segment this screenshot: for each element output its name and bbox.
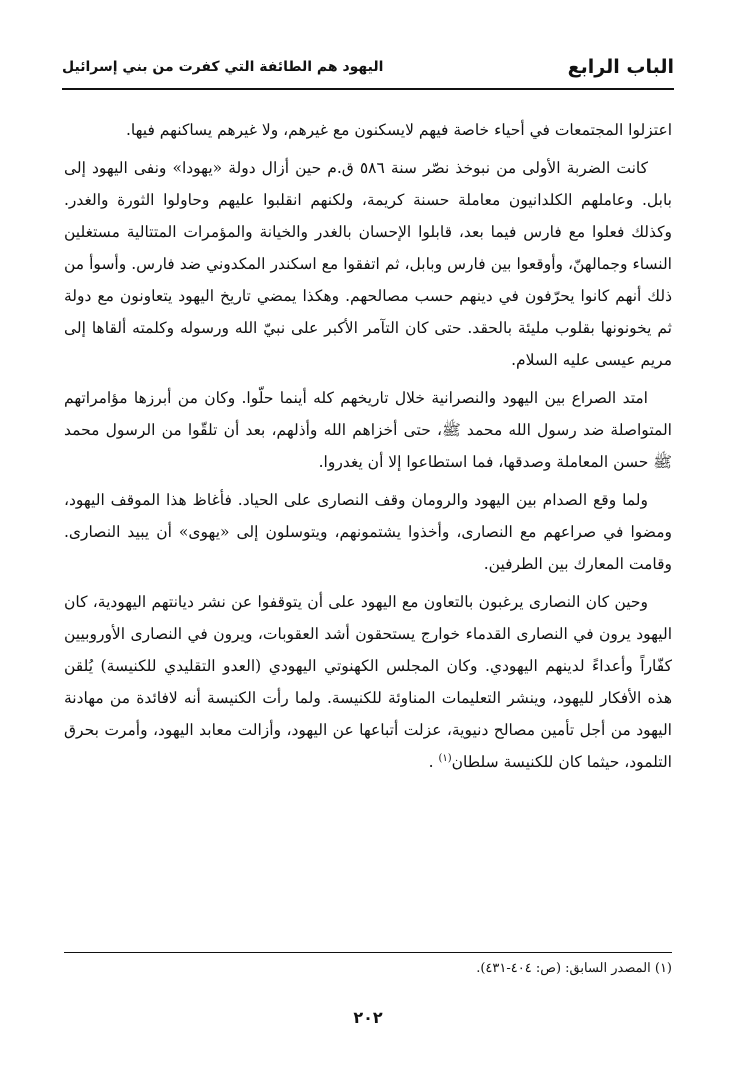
footnote-reference[interactable]: (١) <box>438 752 452 764</box>
paragraph-1: اعتزلوا المجتمعات في أحياء خاصة فيهم لايسكنون مع غيرهم، ولا غيرهم يساكنهم فيها. <box>126 121 672 139</box>
paragraph-4: ولما وقع الصدام بين اليهود والرومان وقف النصارى على الحياد. فأغاظ هذا الموقف اليهود، ومضوا في صراعهم مع النصارى، وأخذوا يشتمونهم، ويتوسلون إلى «يهوى» أن يبيد النصارى. وقامت المعارك بين الطرفين. <box>64 491 672 573</box>
paragraph-5-end: . <box>428 753 434 771</box>
paragraph-2: كانت الضربة الأولى من نبوخذ نصّر سنة ٥٨٦ ق.م حين أزال دولة «يهودا» ونفى اليهود إلى بابل. وعاملهم الكلدانيون معاملة حسنة كريمة، ولكنهم انقلبوا عليهم وحاولوا الثورة والغدر. وكذلك فعلوا مع فارس فيما بعد، قابلوا الإحسان بالغدر والخيانة والمؤمرات المتتالية مستغلين النساء وجمالهنّ، وأوقعوا بين فارس وبابل، ثم اتفقوا مع اسكندر المكدوني ضد فارس. وأسوأ من ذلك أنهم كانوا يحرّفون في دينهم حسب مصالحهم. وهكذا يمضي تاريخ اليهود يتعاونون مع دولة ثم يخونونها بقلوب مليئة بالحقد. حتى كان التآمر الأكبر على نبيّ الله ورسوله وكلمته ألقاها إلى مريم عيسى عليه السلام. <box>64 159 672 369</box>
running-title: اليهود هم الطائفة التي كفرت من بني إسرائيل <box>62 59 384 75</box>
paragraph-5-text: وحين كان النصارى يرغبون بالتعاون مع اليهود على أن يتوقفوا عن نشر ديانتهم اليهودية، كان اليهود يرون في النصارى القدماء خوارج يستحقون أشد العقوبات، ويرون في النصارى الأوروبيين كفّاراً وأعداءً لدينهم اليهودي. وكان المجلس الكهنوتي اليهودي (العدو التقليدي للكنيسة) يُلقن هذه الأفكار لليهود، وينشر التعليمات المناوئة للكنيسة. ولما رأت الكنيسة أنه لافائدة من مهادنة اليهود من أجل تأمين مصالح دنيوية، عزلت أتباعها عن اليهود، وأزالت معابد اليهود، وأمرت بحرق التلمود، حيثما كان للكنيسة سلطان <box>64 593 672 771</box>
paragraph-3: امتد الصراع بين اليهود والنصرانية خلال تاريخهم كله أينما حلّوا. وكان من أبرزها مؤامراتهم المتواصلة ضد رسول الله محمد ﷺ، حتى أخزاهم الله وأذلهم، بعد أن تلقّوا من الرسول محمد ﷺ حسن المعاملة وصدقها، فما استطاعوا إلا أن يغدروا. <box>64 389 672 471</box>
footnote: (١) المصدر السابق: (ص: ٤٠٤-٤٣١). <box>476 961 672 976</box>
chapter-title: الباب الرابع <box>567 56 674 78</box>
running-header <box>62 52 674 82</box>
page-number: ٢٠٢ <box>353 1008 383 1027</box>
paragraph-5 <box>64 586 672 778</box>
body-text <box>64 114 672 778</box>
header-divider <box>62 88 674 90</box>
footnote-divider <box>64 952 672 953</box>
